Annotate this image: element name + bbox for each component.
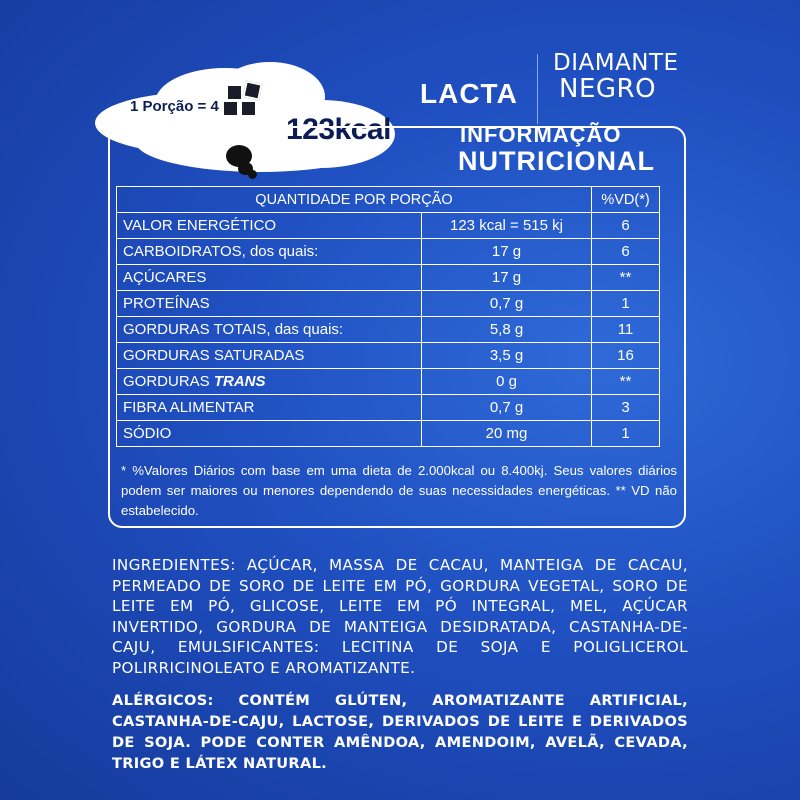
table-row [117,213,660,239]
nutrient-name-prefix: GORDURAS [123,373,214,390]
nutrient-vd: 6 [592,213,660,239]
daily-values-footnote: * %Valores Diários com base em uma dieta de 2.000kcal ou 8.400kj. Seus valores diários podem ser maiores ou menores dependendo de suas necessidades energéticas. ** VD não estabelecido. [121,463,677,518]
nutrient-name: SÓDIO [117,421,422,447]
table-row [117,343,660,369]
nutrient-amount: 20 mg [422,421,592,447]
table-row [117,421,660,447]
logo-line-2: NEGRO [559,74,657,104]
panel-title-line-2: NUTRICIONAL [458,146,655,176]
table-row [117,395,660,421]
table-row [117,317,660,343]
nutrient-name: VALOR ENERGÉTICO [117,213,422,239]
nutrient-name-emphasis: TRANS [213,373,266,390]
nutrient-amount: 17 g [422,265,592,291]
nutrient-name: CARBOIDRATOS, dos quais: [117,239,422,265]
panel-title [458,122,658,177]
nutrient-vd: 3 [592,395,660,421]
table-header-row [117,187,660,213]
nutrient-amount: 17 g [422,239,592,265]
brand-divider [537,54,538,124]
nutrient-name [117,369,422,395]
nutrient-amount: 123 kcal = 515 kj [422,213,592,239]
nutrient-vd: 16 [592,343,660,369]
header-vd: %VD(*) [592,187,660,213]
nutrient-amount: 3,5 g [422,343,592,369]
nutrient-vd: 1 [592,421,660,447]
nutrient-name: GORDURAS TOTAIS, das quais: [117,317,422,343]
nutrient-name: AÇÚCARES [117,265,422,291]
diamante-negro-logo [553,50,693,102]
nutrient-name: PROTEÍNAS [117,291,422,317]
kcal-label: 123kcal [286,113,391,146]
allergens-text: ALÉRGICOS: CONTÉM GLÚTEN, AROMATIZANTE ARTIFICIAL, CASTANHA-DE-CAJU, LACTOSE, DERIVADOS DE LEITE E DERIVADOS DE SOJA. PODE CONTER AMÊNDOA, AMENDOIM, AVELÃ, CEVADA, TRIGO E LÁTEX NATURAL. [112,692,688,772]
logo-line-1: DIAMANTE [553,50,679,76]
table-row [117,369,660,395]
nutrient-vd: 1 [592,291,660,317]
table-row [117,291,660,317]
nutrient-amount: 5,8 g [422,317,592,343]
nutrient-amount: 0,7 g [422,291,592,317]
nutrient-amount: 0,7 g [422,395,592,421]
portion-label: 1 Porção = 4 [130,98,219,115]
panel-title-line-1: INFORMAÇÃO [460,122,622,147]
nutrient-name: FIBRA ALIMENTAR [117,395,422,421]
table-row [117,265,660,291]
nutrient-name: GORDURAS SATURADAS [117,343,422,369]
nutrient-amount: 0 g [422,369,592,395]
nutrient-vd: ** [592,265,660,291]
ingredients-text: INGREDIENTES: AÇÚCAR, MASSA DE CACAU, MANTEIGA DE CACAU, PERMEADO DE SORO DE LEITE EM PÓ, GORDURA VEGETAL, SORO DE LEITE EM PÓ, GLICOSE, LEITE EM PÓ INTEGRAL, MEL, AÇÚCAR INVERTIDO, GORDURA DE MANTEIGA DESIDRATADA, CASTANHA-DE-CAJU, EMULSIFICANTES: LECITINA DE SOJA E POLIGLICEROL POLIRRICINOLEATO E AROMATIZANTE. [112,556,688,677]
nutrient-vd: 11 [592,317,660,343]
lacta-logo: LACTA [420,78,518,109]
table-row [117,239,660,265]
chocolate-squares-icon [222,80,264,122]
nutrition-table [116,186,660,447]
header-quantity: QUANTIDADE POR PORÇÃO [117,187,592,213]
nutrient-vd: ** [592,369,660,395]
nutrient-vd: 6 [592,239,660,265]
